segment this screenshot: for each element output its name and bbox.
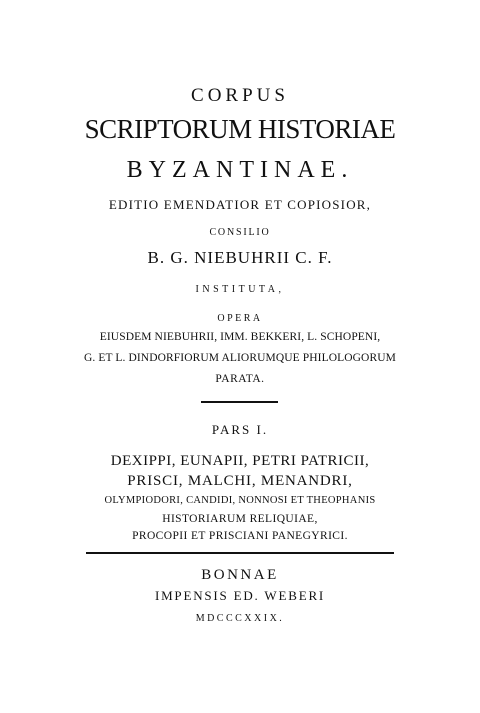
separator-rule-short bbox=[201, 401, 278, 403]
founder-name: B. G. NIEBUHRII C. F. bbox=[147, 248, 333, 267]
contents-line-1: DEXIPPI, EUNAPII, PETRI PATRICII, bbox=[110, 453, 370, 469]
consilio-label: CONSILIO bbox=[209, 227, 271, 238]
title-line-byzantinae: BYZANTINAE. bbox=[126, 157, 354, 183]
contents-line-3: OLYMPIODORI, CANDIDI, NONNOSI ET THEOPHANIS bbox=[104, 495, 376, 506]
separator-rule-long bbox=[86, 552, 394, 554]
title-line-corpus: CORPUS bbox=[191, 85, 289, 106]
contents-line-5: PROCOPII ET PRISCIANI PANEGYRICI. bbox=[132, 530, 348, 542]
part-label: PARS I. bbox=[211, 422, 269, 437]
imprint-publisher: IMPENSIS ED. WEBERI bbox=[154, 588, 326, 603]
parata-label: PARATA. bbox=[215, 373, 265, 385]
imprint-place: BONNAE bbox=[201, 567, 279, 583]
contents-line-2: PRISCI, MALCHI, MENANDRI, bbox=[127, 473, 353, 489]
title-line-scriptorum: SCRIPTORUM HISTORIAE bbox=[84, 114, 396, 144]
imprint-year: MDCCCXXIX. bbox=[195, 613, 285, 624]
editors-line-2: G. ET L. DINDORFIORUM ALIORUMQUE PHILOLOGORUM bbox=[84, 352, 396, 364]
opera-label: OPERA bbox=[217, 313, 263, 324]
edition-statement: EDITIO EMENDATIOR ET COPIOSIOR, bbox=[108, 197, 372, 212]
editors-line-1: EIUSDEM NIEBUHRII, IMM. BEKKERI, L. SCHOPENI, bbox=[99, 331, 381, 343]
instituta-label: INSTITUTA, bbox=[195, 284, 285, 295]
contents-line-4: HISTORIARUM RELIQUIAE, bbox=[162, 513, 318, 525]
